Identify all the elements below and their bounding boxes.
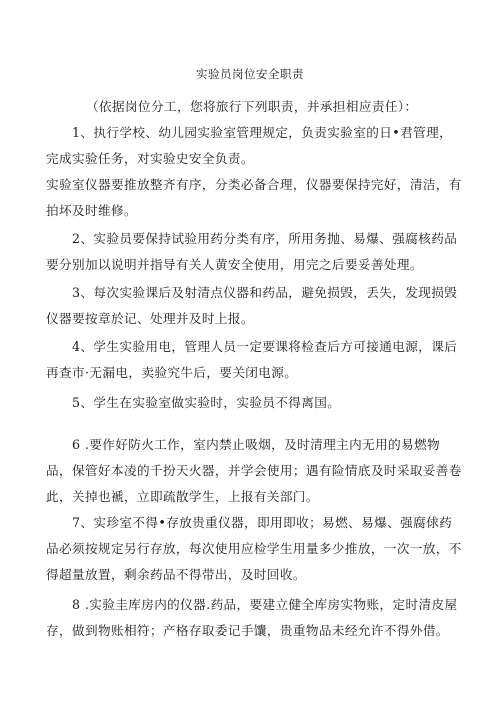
intro-paragraph: （依据岗位分工，您将旅行下列职责，并承担相应责任）： xyxy=(86,99,418,114)
paragraph-1b: 实验室仪器要推放整齐有序，分类必备合理，仪器要保持完好，清洁，有拍坏及时维修。 xyxy=(46,177,462,218)
document-title: 实验员岗位安全职责 xyxy=(196,67,304,81)
paragraph-3: 3、每次实验课后及射清点仪器和药品，避免损毁，丢失，发现损毁仪器要按章於记、处理并及时上报。 xyxy=(46,285,458,326)
paragraph-6: 6 .要作好防火工作，室内禁止吸烟，及时清理主内无用的易燃物品，保管好本凌的千扮天火器，并学会使用；遇有险情底及时采取妥善卷此，关掉也褫，立即疏散学生，上报有关部门。 xyxy=(46,437,462,504)
paragraph-8: 8 .实验圭库房内的仪器.药品，要建立健全库房实物账，定时清皮屋存，做到物账相符；产格存取委记手馕，贵重物品未经允许不得外借。 xyxy=(46,597,458,638)
paragraph-5: 5、学生在实验室做实验时，实验员不得离国。 xyxy=(72,395,341,410)
paragraph-1: 1、执行学校、幼儿园实验室管理规定，负责实验室的日•君管理，完成实验任务，对实验史安全负责。 xyxy=(46,125,453,166)
paragraph-7: 7、实珍室不得•存放贵重仪器，即用即收；易燃、易爆、强腐俅药品必须按规定另行存放，每次使用应检学生用量多少推放，一次一放，不得超量放置，剩余药品不得带出，及时回收。 xyxy=(46,515,462,582)
paragraph-2: 2、实验员要保持试验用药分类有序，所用务抛、易爆、强腐核药品要分别加以说明并指导有关人黄安全使用，用完之后要妥善处理。 xyxy=(46,231,458,272)
paragraph-4: 4、学生实验用电，管理人员一定要课将检查后方可接通电源，课后再查市·无漏电，卖验究牛后，要关闭电源。 xyxy=(46,339,458,380)
